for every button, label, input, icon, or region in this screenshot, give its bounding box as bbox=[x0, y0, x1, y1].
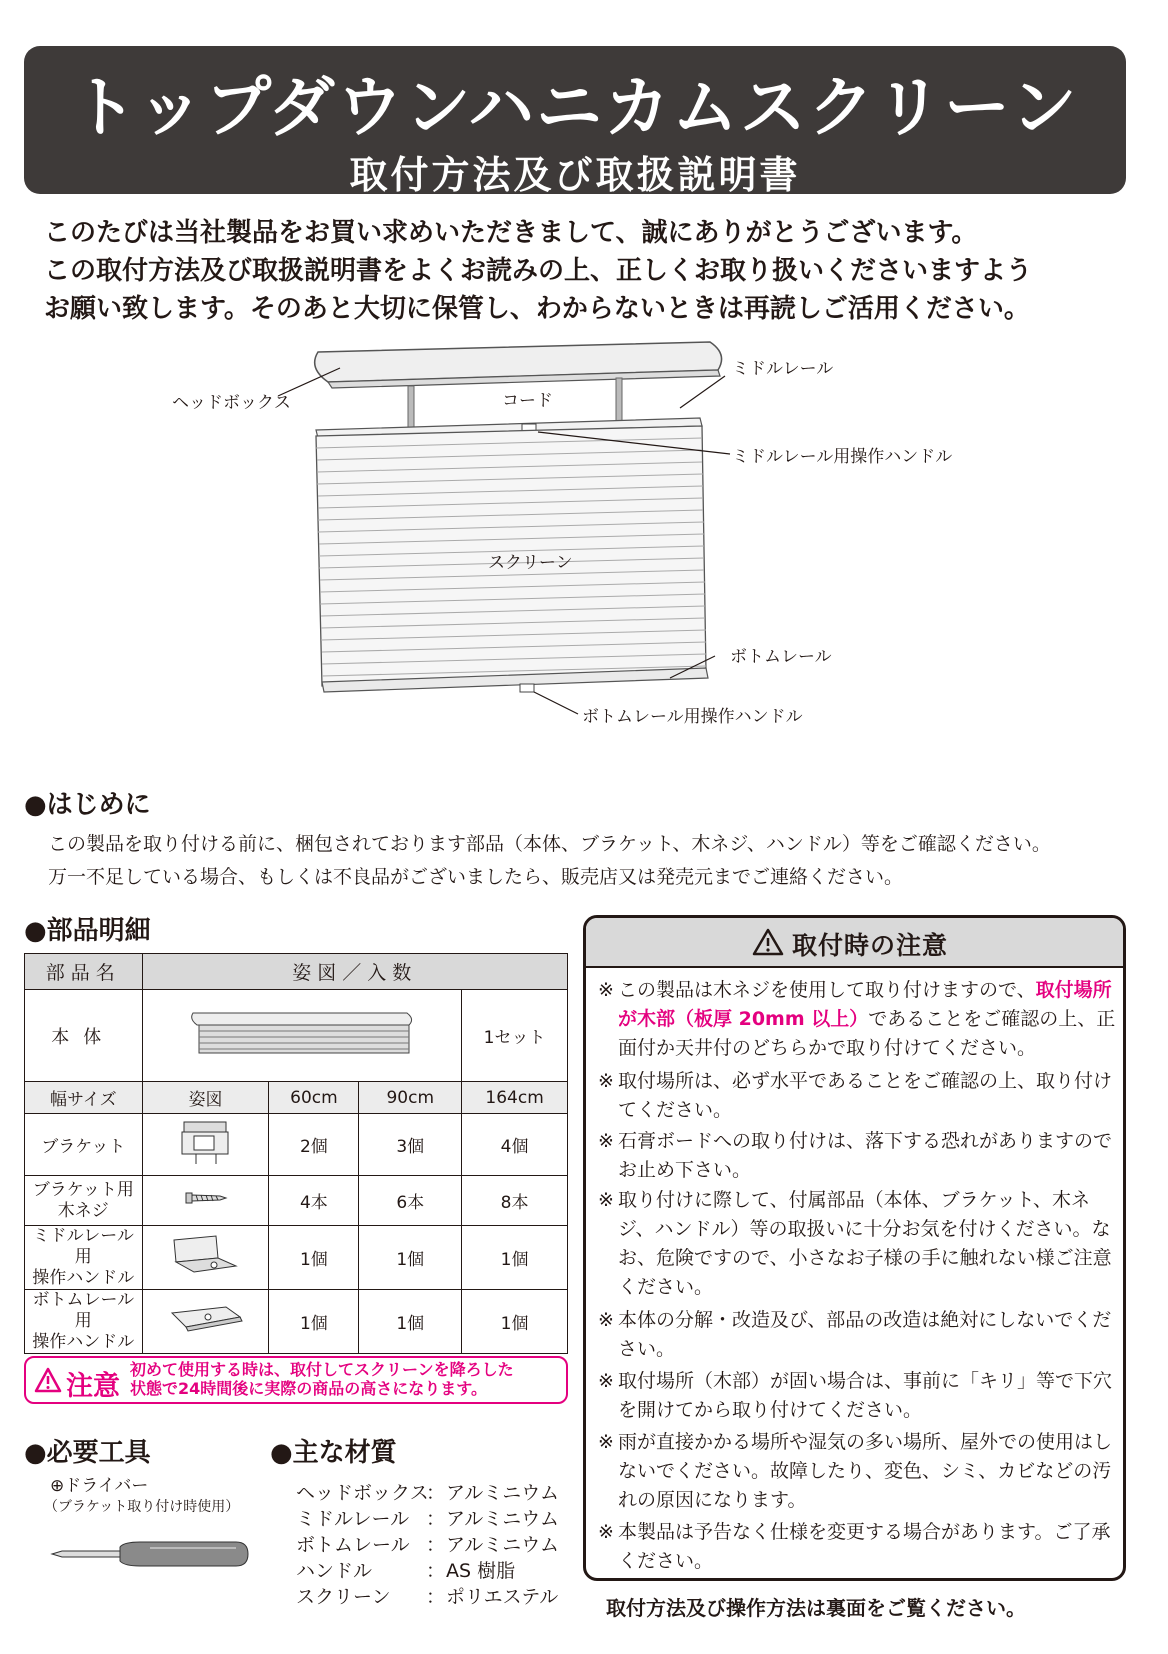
caution-item bbox=[598, 1186, 1113, 1302]
intro-heading: ●はじめに bbox=[24, 790, 151, 820]
tools-heading: ●必要工具 bbox=[24, 1438, 151, 1468]
notice-line: 状態で24時間後に実際の商品の高さになります。 bbox=[130, 1379, 487, 1398]
warning-icon bbox=[34, 1367, 62, 1393]
body-quantity: 1セット bbox=[462, 990, 568, 1082]
title-banner bbox=[24, 46, 1126, 197]
caution-item bbox=[598, 976, 1116, 1066]
notice-label: 注意 bbox=[66, 1371, 120, 1402]
caution-mark: ※ bbox=[598, 1189, 614, 1211]
material-colon: ： bbox=[426, 1482, 446, 1504]
table-row bbox=[25, 1290, 568, 1354]
part-name-line: ミドルレール用 bbox=[32, 1226, 134, 1267]
material-colon: ： bbox=[426, 1586, 446, 1608]
qty: 2個 bbox=[269, 1114, 359, 1176]
caution-mark: ※ bbox=[598, 1070, 614, 1092]
table-row bbox=[25, 1176, 568, 1226]
caution-title: 取付時の注意 bbox=[792, 931, 949, 960]
caution-highlight: 取付場所が木部（板厚 20mm 以上） bbox=[618, 979, 1112, 1030]
table-row bbox=[25, 1226, 568, 1290]
material-colon: ： bbox=[426, 1534, 446, 1556]
part-name bbox=[25, 1176, 143, 1226]
qty: 1個 bbox=[359, 1290, 462, 1354]
notice-text bbox=[130, 1360, 514, 1398]
size-90: 90cm bbox=[359, 1082, 462, 1114]
part-name-line: 木ネジ bbox=[57, 1200, 109, 1221]
part-name-line: 操作ハンドル bbox=[32, 1332, 135, 1352]
qty: 1個 bbox=[462, 1226, 568, 1290]
label-middle-rail: ミドルレール bbox=[732, 359, 834, 379]
qty: 3個 bbox=[359, 1114, 462, 1176]
material-part: ハンドル bbox=[296, 1560, 373, 1582]
col-header-figure: 姿図／入数 bbox=[142, 954, 567, 990]
intro-line: このたびは当社製品をお買い求めいただきまして、誠にありがとうございます。 bbox=[44, 218, 978, 248]
caution-item bbox=[598, 1127, 1113, 1185]
materials-heading: ●主な材質 bbox=[270, 1438, 397, 1468]
caution-text: 雨が直接かかる場所や湿気の多い場所、屋外での使用はしないでください。故障したり、変色、シミ、カビなどの汚れの原因になります。 bbox=[618, 1431, 1113, 1511]
label-bottom-handle: ボトムレール用操作ハンドル bbox=[582, 707, 803, 727]
bracket-figure bbox=[142, 1114, 269, 1176]
col-header-name: 部品名 bbox=[25, 954, 143, 990]
label-cord: コード bbox=[498, 386, 557, 411]
intro-line: お願い致します。そのあと大切に保管し、わからないときは再読しご活用ください。 bbox=[44, 294, 1030, 324]
caution-item bbox=[598, 1428, 1113, 1516]
material-name: アルミニウム bbox=[446, 1508, 560, 1530]
size-164: 164cm bbox=[462, 1082, 568, 1114]
part-name bbox=[25, 1290, 143, 1354]
screw-figure bbox=[142, 1176, 269, 1226]
caution-mark: ※ bbox=[598, 1431, 614, 1453]
footer-note: 取付方法及び操作方法は裏面をご覧ください。 bbox=[606, 1596, 1026, 1620]
screw-icon bbox=[184, 1190, 228, 1206]
caution-text bbox=[618, 976, 1116, 1063]
qty: 1個 bbox=[269, 1226, 359, 1290]
part-name bbox=[25, 1226, 143, 1290]
figure-label: 姿図 bbox=[142, 1082, 269, 1114]
parts-heading: ●部品明細 bbox=[24, 916, 151, 946]
qty: 6本 bbox=[359, 1176, 462, 1226]
body-figure bbox=[142, 990, 462, 1082]
material-name: AS 樹脂 bbox=[446, 1560, 516, 1582]
caution-text: 取り付けに際して、付属部品（本体、ブラケット、木ネジ、ハンドル）等の取扱いに十分お気を付けください。なお、危険ですので、小さなお子様の手に触れない様ご注意ください。 bbox=[618, 1189, 1112, 1298]
caution-mark: ※ bbox=[598, 1521, 614, 1543]
tool-note: （ブラケット取り付け時使用） bbox=[44, 1499, 240, 1515]
tool-item: ⊕ドライバー bbox=[50, 1476, 149, 1496]
parts-table bbox=[24, 953, 568, 1354]
caution-text-part: であることをご確認の上、正面付か天井付のどちらかで取り付けてください。 bbox=[618, 1008, 1116, 1059]
qty: 8本 bbox=[462, 1176, 568, 1226]
notice-line: 初めて使用する時は、取付してスクリーンを降ろした bbox=[130, 1360, 514, 1379]
page-subtitle: 取付方法及び取扱説明書 bbox=[349, 153, 801, 197]
part-name-line: ボトムレール用 bbox=[32, 1290, 135, 1331]
caution-item bbox=[598, 1367, 1113, 1425]
material-part: ヘッドボックス bbox=[296, 1482, 429, 1504]
caution-text: 本製品は予告なく仕様を変更する場合があります。ご了承ください。 bbox=[618, 1521, 1111, 1572]
material-name: アルミニウム bbox=[446, 1534, 560, 1556]
label-middle-handle: ミドルレール用操作ハンドル bbox=[732, 447, 953, 467]
intro-line: この取付方法及び取扱説明書をよくお読みの上、正しくお取り扱いくださいますよう bbox=[44, 256, 1033, 286]
part-name: ブラケット bbox=[25, 1114, 143, 1176]
caution-item bbox=[598, 1518, 1113, 1576]
intro-text-line: この製品を取り付ける前に、梱包されております部品（本体、ブラケット、木ネジ、ハンドル）等をご確認ください。 bbox=[48, 833, 1051, 855]
head-box-product-icon bbox=[187, 1005, 417, 1061]
qty: 4本 bbox=[269, 1176, 359, 1226]
caution-text-part: この製品は木ネジを使用して取り付けますので、 bbox=[618, 979, 1036, 1001]
caution-item bbox=[598, 1067, 1113, 1125]
material-part: ボトムレール bbox=[296, 1534, 410, 1556]
caution-mark: ※ bbox=[598, 1309, 614, 1331]
middle-handle-figure bbox=[142, 1226, 269, 1290]
label-head-box: ヘッドボックス bbox=[172, 393, 291, 413]
installation-caution-box bbox=[583, 915, 1126, 1581]
qty: 1個 bbox=[359, 1226, 462, 1290]
caution-header bbox=[586, 918, 1123, 968]
qty: 1個 bbox=[269, 1290, 359, 1354]
material-colon: ： bbox=[426, 1508, 446, 1530]
product-diagram bbox=[150, 340, 1030, 780]
material-part: スクリーン bbox=[296, 1586, 391, 1608]
caution-text: 石膏ボードへの取り付けは、落下する恐れがありますのでお止め下さい。 bbox=[618, 1130, 1113, 1181]
warning-icon bbox=[752, 928, 784, 956]
label-screen: スクリーン bbox=[488, 553, 573, 573]
caution-mark: ※ bbox=[598, 979, 614, 1001]
qty: 4個 bbox=[462, 1114, 568, 1176]
size-label: 幅サイズ bbox=[25, 1082, 143, 1114]
qty: 1個 bbox=[462, 1290, 568, 1354]
caution-mark: ※ bbox=[598, 1130, 614, 1152]
intro-text-line: 万一不足している場合、もしくは不良品がございましたら、販売店又は発売元までご連絡ください。 bbox=[48, 866, 904, 888]
material-colon: ： bbox=[426, 1560, 446, 1582]
page-title: トップダウンハニカムスクリーン bbox=[71, 69, 1079, 146]
bottom-handle-icon bbox=[166, 1299, 246, 1339]
caution-text: 取付場所（木部）が固い場合は、事前に「キリ」等で下穴を開けてから取り付けてください。 bbox=[618, 1370, 1113, 1421]
caution-item bbox=[598, 1306, 1113, 1364]
label-bottom-rail: ボトムレール bbox=[730, 647, 832, 667]
bracket-icon bbox=[176, 1116, 236, 1168]
bottom-handle-figure bbox=[142, 1290, 269, 1354]
material-name: ポリエステル bbox=[446, 1586, 559, 1608]
caution-text: 取付場所は、必ず水平であることをご確認の上、取り付けてください。 bbox=[618, 1070, 1113, 1121]
caution-text: 本体の分解・改造及び、部品の改造は絶対にしないでください。 bbox=[618, 1309, 1112, 1360]
size-60: 60cm bbox=[269, 1082, 359, 1114]
part-name-line: 操作ハンドル bbox=[32, 1268, 135, 1288]
material-name: アルミニウム bbox=[446, 1482, 560, 1504]
middle-handle-icon bbox=[166, 1232, 246, 1278]
body-label: 本体 bbox=[25, 990, 143, 1082]
table-row bbox=[25, 1114, 568, 1176]
part-name-line: ブラケット用 bbox=[32, 1179, 134, 1200]
screwdriver-icon bbox=[50, 1534, 250, 1570]
material-part: ミドルレール bbox=[296, 1508, 410, 1530]
first-use-notice bbox=[24, 1356, 568, 1404]
caution-mark: ※ bbox=[598, 1370, 614, 1392]
